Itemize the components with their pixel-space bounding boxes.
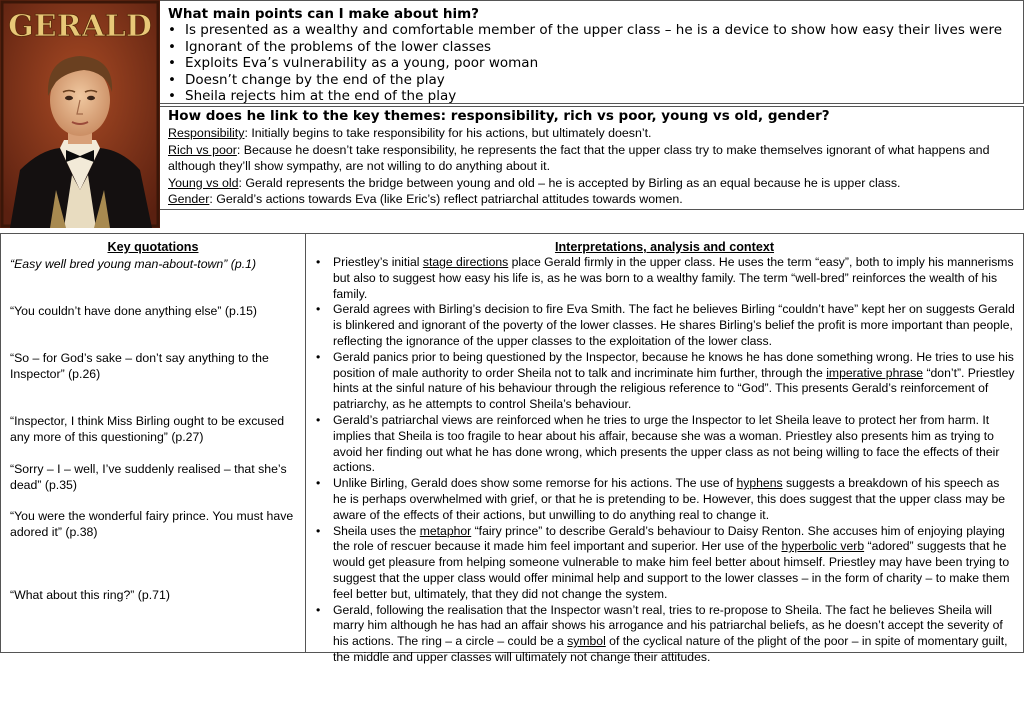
interpretation-text: Priestley’s initial [333, 255, 423, 269]
main-points-list [168, 22, 1015, 105]
theme-young-vs-old [168, 175, 1015, 192]
main-point-item: • Is presented as a wealthy and comfortable member of the upper class – he is a device to show how easy their lives were [168, 22, 1015, 39]
interpretation-text: suggests a breakdown of his speech as he is perhaps overwhelmed with grief, or that he is pretending to be. However, this does suggest that the upper class may be aware of the effects of their actions, but unwilling to do anything real to change it. [333, 476, 1006, 522]
quotations-table [0, 233, 1024, 664]
key-term: imperative phrase [826, 365, 924, 380]
theme-term: Rich vs poor [168, 142, 237, 157]
interpretation-item [314, 603, 1015, 666]
portrait-illustration [0, 0, 160, 228]
key-themes-box [160, 106, 1024, 210]
theme-text: : Gerald’s actions towards Eva (like Eric’s) reflect patriarchal attitudes towards women. [209, 192, 683, 207]
interpretation-text: Gerald panics prior to being questioned by the Inspector, because he knows he has done something wrong. He tries to use his position of male authority to order Sheila not to talk and incriminate him further, through the [333, 349, 1014, 380]
interpretations-column [306, 234, 1023, 664]
interpretation-item [314, 255, 1015, 302]
interpretation-item [314, 302, 1015, 349]
main-points-title: What main points can I make about him? [168, 6, 479, 22]
theme-gender [168, 191, 1015, 208]
main-point-item: • Doesn’t change by the end of the play [168, 72, 1015, 89]
main-points-box [160, 0, 1024, 104]
main-point-item: • Sheila rejects him at the end of the play [168, 88, 1015, 105]
interpretation-text: Gerald agrees with Birling’s decision to fire Eva Smith. The fact he believes Birling “couldn’t have” kept her on suggests Gerald is blinkered and ignorant of the poverty of the lower classes. He shares Birling’s belief the profit is more important than people, reflecting the ignorance of the upper classes to the exploitation of the lower class. [333, 302, 1015, 348]
interpretations-list [314, 255, 1015, 666]
interpretation-text: of the cyclical nature of the plight of the poor – in spite of momentary guilt, the middle and upper classes will ultimately not change their attitudes. [333, 634, 1008, 664]
quotation-item: “Inspector, I think Miss Birling ought to be excused any more of this questioning” (p.27) [10, 414, 285, 444]
interpretation-item [314, 476, 1015, 523]
key-themes-title: How does he link to the key themes: responsibility, rich vs poor, young vs old, gender? [168, 108, 830, 124]
key-term: hyperbolic verb [781, 539, 865, 554]
key-quotations-heading: Key quotations [107, 240, 199, 254]
quotation-item: “What about this ring?” (p.71) [10, 588, 170, 602]
interpretation-text: Gerald’s patriarchal views are reinforced when he tries to urge the Inspector to let Sheila leave to protect her from harm. It implies that Sheila is too fragile to hear about his affair, because she was a woman. Priestley also presents him as trying to avoid her finding out what he has done wrong, which presents the upper class as not being willing to face the effects of their actions. [333, 412, 1000, 475]
key-term: stage directions [422, 255, 509, 269]
theme-text: : Initially begins to take responsibility for his actions, but ultimately doesn’t. [244, 126, 652, 140]
key-quotations-column [1, 234, 306, 652]
quotation-item: “So – for God’s sake – don’t say anything to the Inspector” (p.26) [10, 351, 269, 381]
portrait-title: GERALD [8, 9, 152, 44]
interpretation-text: “fairy prince” to describe Gerald’s behaviour to Daisy Renton. She accuses him of enjoying playing the role of rescuer because it made him feel important and superior. Her use of the [333, 523, 1005, 554]
main-point-item: • Ignorant of the problems of the lower classes [168, 39, 1015, 56]
interpretation-item [314, 524, 1015, 603]
theme-rich-vs-poor [168, 142, 1015, 175]
quotation-item: “Easy well bred young man-about-town” (p.1) [10, 257, 257, 271]
theme-responsibility [168, 125, 1015, 142]
interpretation-text: Unlike Birling, Gerald does show some remorse for his actions. The use of [333, 476, 737, 491]
key-term: metaphor [419, 523, 472, 538]
interpretation-text: “don’t”. Priestley hints at the sinful nature of his behaviour through the religious reference to “God”. This presents Gerald’s reinforcement of patriarchy, as he attempts to control Sheila’s behaviour. [333, 365, 1015, 412]
key-term: hyphens [736, 476, 783, 491]
gerald-portrait-image [0, 0, 160, 228]
interpretation-text: place Gerald firmly in the upper class. He uses the term “easy”, both to imply his mannerisms but also to suggest how easy his life is, as he was born to a wealthy family. The term “well-bred” reinforces the wealth of his family. [333, 255, 1014, 301]
quotation-item: “Sorry – I – well, I’ve suddenly realised – that she’s dead” (p.35) [10, 462, 287, 492]
theme-text: : Gerald represents the bridge between young and old – he is accepted by Birling as an equal because he is upper class. [238, 175, 901, 190]
interpretation-text: Gerald, following the realisation that the Inspector wasn’t real, tries to re-propose to Sheila. The fact he believes Sheila will marry him although he has had an affair shows his arrogance and his patriarchal beliefs, as he doesn’t accept the severity of his actions. The ring – a circle – could be a [333, 602, 1003, 649]
key-term: symbol [567, 634, 606, 649]
quotation-item: “You couldn’t have done anything else” (p.15) [10, 304, 258, 318]
theme-term: Gender [168, 192, 210, 207]
interpretations-heading: Interpretations, analysis and context [554, 240, 775, 254]
theme-text: : Because he doesn’t take responsibility, he represents the fact that the upper class try to make themselves ignorant of what happens and although they’ll show sympathy, are not willing to do anything about it. [168, 142, 990, 174]
interpretation-item [314, 350, 1015, 413]
theme-term: Responsibility [168, 126, 245, 140]
quotation-item: “You were the wonderful fairy prince. You must have adored it” (p.38) [10, 509, 294, 539]
main-point-item: • Exploits Eva’s vulnerability as a young, poor woman [168, 55, 1015, 72]
interpretation-item [314, 413, 1015, 476]
interpretation-text: “adored” suggests that he would get pleasure from helping someone vulnerable to make him feel better about himself. Priestley may have been trying to suggest that the upper class would offer minimal help and support to the lower classes – in the form of charity – to make them feel better but, ultimately, that they did not change the system. [333, 539, 1010, 601]
theme-term: Young vs old [168, 175, 239, 190]
interpretation-text: Sheila uses the [333, 523, 420, 538]
